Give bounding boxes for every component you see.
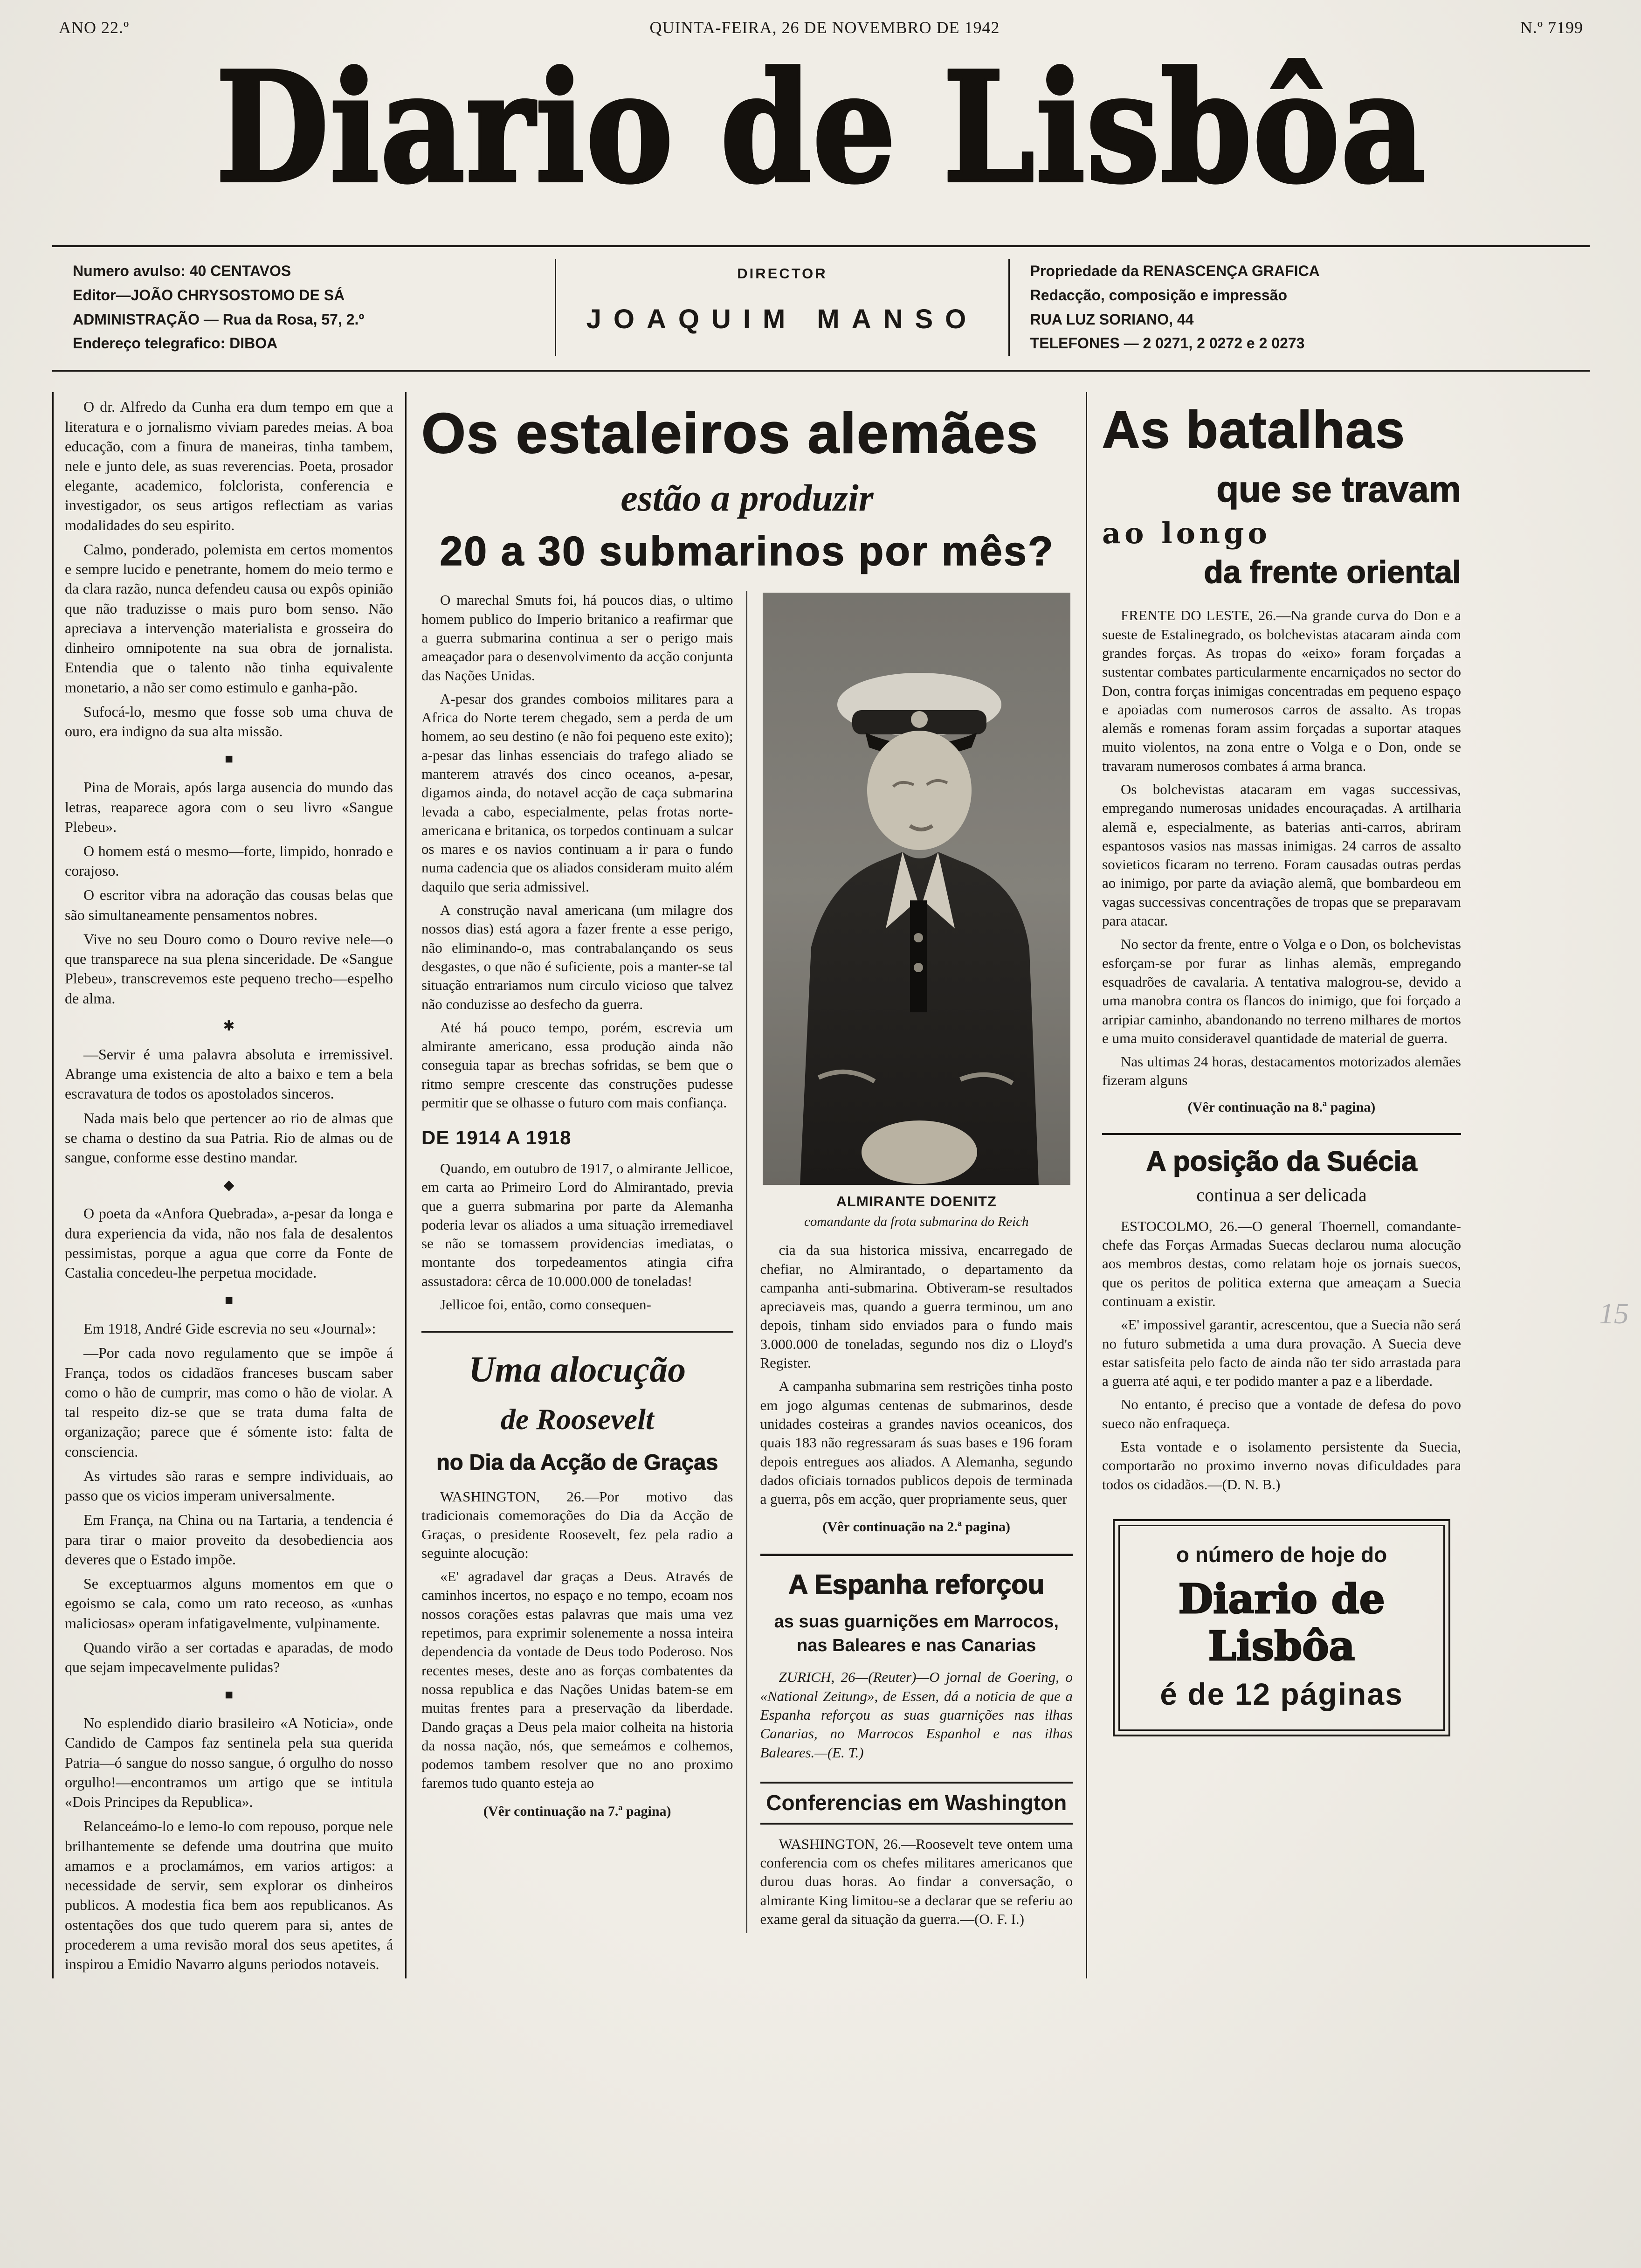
espanha-article — [760, 1554, 1073, 1762]
batalhas-article-text — [1102, 606, 1461, 1090]
pages-promo-box — [1113, 1519, 1450, 1736]
batalhas-headline-3: ao longo — [1102, 516, 1271, 551]
paragraph: O escritor vibra na adoração das cousas belas que são simultaneamente pensamentos nobres. — [65, 886, 393, 923]
lead-story — [407, 392, 1087, 1978]
continuation-note: (Vêr continuação na 7.ª pagina) — [483, 1803, 671, 1819]
pencil-annotation: 15 — [1599, 1297, 1629, 1330]
paragraph: Quando virão a ser cortadas e aparadas, de modo que sejam impecavelmente pulidas? — [65, 1639, 393, 1675]
section-divider-square-icon: ■ — [224, 1293, 234, 1308]
paragraph: «E' impossivel garantir, acrescentou, que a Suecia não será no futuro submetida a uma dura provação. A Suecia deve estar satisfeita pelo facto de ainda não ter sido arrastada para a guerra até aqui, e ter podido manter a paz e a liberdade. — [1102, 1316, 1461, 1390]
roosevelt-headline-1: Uma alocução — [469, 1349, 686, 1390]
batalhas-headline-2: que se travam — [1216, 469, 1461, 510]
paragraph: A-pesar dos grandes comboios militares para a Africa do Norte terem chegado, sem a perda de um homem, ao seu destino (e não foi pequeno este exito); a-pesar das linhas essenciais do trafego aliado se manterem através dos cinco oceanos, a-pesar, digamos ainda, do notavel acção de caça submarina levada a cabo, especialmente, pelas frotas norte-americana e britanica, os torpedos continuam a sulcar os mares e os navios continuam a ir para o fundo numa cadencia que os aliados consideram muito além daquilo que seria admissivel. — [421, 690, 733, 895]
paragraph: Vive no seu Douro como o Douro revive nele—o que transparece na sua plena sinceridade. De «Sangue Plebeu», transcrevemos este pequeno trecho—espelho de alma. — [65, 930, 393, 1007]
paragraph: As virtudes são raras e sempre individuais, ao passo que os vicios imperam universalmente. — [65, 1467, 393, 1504]
paragraph: Pina de Morais, após larga ausencia do mundo das letras, reaparece agora com o seu livro «Sangue Plebeu». — [65, 779, 393, 835]
paragraph: —Servir é uma palavra absoluta e irremissivel. Abrange uma existencia de alto a baixo e tem a bela escravatura de todos os apostolados sinceros. — [65, 1045, 393, 1102]
paragraph: ZURICH, 26—(Reuter)—O jornal de Goering, o «National Zeitung», de Essen, dá a noticia de que a Espanha reforçou as suas guarnições nas ilhas Canarias, no Marrocos Espanhol e nas ilhas Baleares.—(E. T.) — [760, 1669, 1073, 1761]
espanha-subheadline: as suas guarnições em Marrocos, nas Baleares e nas Canarias — [774, 1611, 1059, 1656]
edition-number: N.º 7199 — [1520, 18, 1583, 37]
lead-subheadline-italic: estão a produzir — [621, 477, 874, 519]
suecia-article — [1102, 1133, 1461, 1494]
printing-line: Redacção, composição e impressão — [1030, 286, 1288, 304]
editor-line: Editor—JOÃO CHRYSOSTOMO DE SÁ — [73, 286, 345, 304]
paragraph: O dr. Alfredo da Cunha era dum tempo em que a literatura e o jornalismo viviam paredes meias. A boa educação, com a finura de maneiras, tinha tambem, nele e junto dele, as suas reverencias. Poeta, prosador elegante, academico, folclorista, conferencia e investigador, os seus artigos reflectiam as varias modalidades do seu espirito. — [65, 398, 393, 533]
paragraph: Nada mais belo que pertencer ao rio de almas que se chama o destino da sua Patria. Rio de almas ou de sangue, conforme esse destino mandar. — [65, 1109, 393, 1166]
masthead-title: Diario de Lisbôa — [215, 39, 1427, 217]
section-divider-square-icon: ■ — [224, 751, 234, 767]
batalhas-headline-1: As batalhas — [1102, 401, 1406, 459]
editorial-section — [65, 1466, 393, 1677]
paragraph: FRENTE DO LESTE, 26.—Na grande curva do Don e a sueste de Estalinegrado, os bolchevistas atacaram ainda com grandes forças. As tropas do «eixo» foram forçadas a sustentar combates particularmente encarniçados no sector do Don, contra forças inimigas concentradas em pequeno espaço e apoiadas com numerosos carros de assalto. As tropas alemãs e romenas foram assim forçadas a suportar ataques muito violentos, na zona entre o Volga e o Don, onde se travaram numerosos combates á arma branca. — [1102, 607, 1461, 774]
infobar — [52, 245, 1590, 372]
paragraph: cia da sua historica missiva, encarregado de chefiar, no Almirantado, o departamento da campanha anti-submarina. Obtiveram-se resultados apreciaveis mas, quando a guerra terminou, um ano depois, tinham sido enviados para o fundo mais 3.000.000 de toneladas, segundo nos diz o Lloyd's Register. — [760, 1242, 1073, 1371]
lead-subheadline: 20 a 30 submarinos por mês? — [440, 528, 1055, 574]
section-divider-square-icon: ■ — [224, 1687, 234, 1703]
roosevelt-article — [421, 1331, 733, 1820]
paragraph: Quando, em outubro de 1917, o almirante Jellicoe, em carta ao Primeiro Lord do Almirantado, previa que a guerra submarina por parte da Alemanha poderia levar os aliados a uma situação irremediavel se não se tomassem providencias imediatas, o montante dos torpedeamentos atingia cifra assustadora: cêrca de 10.000.000 de toneladas! — [421, 1160, 733, 1289]
espanha-article-text — [760, 1668, 1073, 1762]
paragraph: Esta vontade e o isolamento persistente da Suecia, comportarão no proximo inverno novas dificuldades para todos os cidadãos.—(D. N. B.) — [1102, 1438, 1461, 1493]
paragraph: WASHINGTON, 26.—Roosevelt teve ontem uma conferencia com os chefes militares americanos que durou duas horas. Ao findar a conversação, o almirante King limitou-se a declarar que se referiu ao exame geral da situação da guerra.—(O. F. I.) — [760, 1835, 1073, 1927]
photo-caption-subtitle: comandante da frota submarina do Reich — [804, 1214, 1029, 1229]
lead-column-left — [421, 591, 747, 1933]
editorial-section — [65, 1319, 393, 1461]
washington-article-text — [760, 1835, 1073, 1929]
continuation-note: (Vêr continuação na 2.ª pagina) — [822, 1519, 1011, 1535]
paragraph: Sufocá-lo, mesmo que fosse sob uma chuva de ouro, era indigno da sua alta missão. — [65, 703, 393, 740]
eastern-front-column — [1087, 392, 1465, 1978]
paragraph: Em França, na China ou na Tartaria, a tendencia é para tirar o maior proveito da desobediencia aos deveres que o Estado impõe. — [65, 1511, 393, 1568]
paragraph: O homem está o mesmo—forte, limpido, honrado e corajoso. — [65, 843, 393, 879]
paragraph: Os bolchevistas atacaram em vagas successivas, empregando numerosas unidades encouraçadas. A artilharia alemã e, especialmente, as baterias anti-carros, abriram espantosos vasios nas massas inimigas. 24 carros de assalto sovieticos ficaram no terreno. Foram causadas outras perdas ao inimigo, por parte da aviação alemã, que bombardeou em vagas successivas concentrações de tropas que se preparavam para atacar. — [1102, 781, 1461, 929]
lead-story-body — [421, 591, 1073, 1933]
continuation-note: (Vêr continuação na 8.ª pagina) — [1187, 1099, 1376, 1115]
paragraph: O marechal Smuts foi, há poucos dias, o ultimo homem publico do Imperio britanico a reafirmar que a guerra submarina continua a ser o perigo mais ameaçador para o desenvolvimento da acção conjunta das Nações Unidas. — [421, 592, 733, 684]
photo-caption-title: ALMIRANTE DOENITZ — [836, 1193, 997, 1210]
paragraph: Relanceámo-lo e lemo-lo com repouso, porque nele brilhantemente se defende uma doutrina que muito amamos e a proclamámos, em varios artigos: a necessidade de servir, sem explorar os dinheiros publicos. A modestia fica bem aos republicanos. As ostentações dos que tudo querem para si, antes de procederem a uma revisão moral dos seus apetites, á inspirou a Emidio Navarro alguns periodos notaveis. — [65, 1818, 393, 1973]
director-name: JOAQUIM MANSO — [586, 304, 979, 335]
promo-line-3: é de 12 páginas — [1160, 1676, 1403, 1711]
pages-promo-inner — [1118, 1525, 1445, 1731]
roosevelt-headline-2: de Roosevelt — [500, 1402, 654, 1436]
paragraph: A campanha submarina sem restrições tinha posto em jogo algumas centenas de submarinos, desde unidades costeiras a grandes navios oceanicos, dos quais 183 não regressaram ás suas bases e 196 foram depois entregues aos aliados. A Alemanha, segundo dados oficiais tornados publicos depois de terminada a guerra, pôs em acção, quer propriamente seus, quer — [760, 1378, 1073, 1507]
administration-line: ADMINISTRAÇÃO — Rua da Rosa, 57, 2.º — [73, 311, 365, 328]
paragraph: ESTOCOLMO, 26.—O general Thoernell, comandante-chefe das Forças Armadas Suecas declarou numa alocução aos membros destas, como relatam hoje os jornais suecos, que os peritos de politica externa que ameaçam a Suecia continuam a existir. — [1102, 1217, 1461, 1309]
ownership-line: Propriedade da RENASCENÇA GRAFICA — [1030, 263, 1320, 279]
promo-line-1: o número de hoje do — [1176, 1542, 1387, 1567]
lead-headline: Os estaleiros alemães — [421, 401, 1039, 465]
paragraph: —Por cada novo regulamento que se impõe á França, todos os cidadãos franceses buscam saber como o hão de cumprir, mas como o hão de violar. A tal respeito diz-se que se trata duma falta de organização; parece que é sómente isto: falta de consciencia. — [65, 1344, 393, 1460]
paragraph: «E' agradavel dar graças a Deus. Através de caminhos incertos, no espaço e no tempo, ecoam nos nossos corações estas palavras que mais uma vez repetimos, para exprimir solenemente a nossa inteira dependencia da vontade de Deus todo Poderoso. Nos recentes meses, deste ano as forças combatentes da nossa republica e das Nações Unidas batem-se em muitas frentes para a preservação da liberdade. Dando graças a Deus pela maior colheita na historia da nossa nação, nós, que semeámos e colhemos, podemos tambem resolver que no ano proximo faremos tudo quanto esteja ao — [421, 1568, 733, 1791]
washington-article — [760, 1782, 1073, 1929]
lead-article-text — [421, 1159, 733, 1314]
suecia-subheadline: continua a ser delicada — [1196, 1184, 1367, 1205]
editorial-section — [65, 397, 393, 741]
paragraph: No sector da frente, entre o Volga e o Don, os bolchevistas esforçam-se por furar as linhas alemãs, empregando esquadrões de cavalaria. A tentativa malogrou-se, devido a uma manobra contra os flancos do inimigo, que foi forçado a arripiar caminho, abandonando no terreno milhares de mortos e uma muito consideravel quantidade de material de guerra. — [1102, 936, 1461, 1046]
editorial-section — [65, 1044, 393, 1167]
infobar-right — [1008, 259, 1590, 356]
paragraph: Se exceptuarmos alguns momentos em que o egoismo se cala, como um rato receoso, as «unhas maliciosas» operam infatigavelmente, vulpinamente. — [65, 1575, 393, 1632]
paragraph: A construção naval americana (um milagre dos nossos dias) está agora a fazer frente a esse perigo, não eliminando-o, mas contrabalançando os seus desgastes, o que não é suficiente, pois a manter-se tal situação entrariamos num circulo vicioso que talvez não conduzisse ao desfecho da guerra. — [421, 902, 733, 1012]
editorial-section — [65, 1713, 393, 1974]
editorial-section — [65, 777, 393, 1008]
section-divider-flower-icon: ✱ — [223, 1018, 235, 1034]
lead-article-text-continued — [760, 1241, 1073, 1508]
price-line: Numero avulso: 40 CENTAVOS — [73, 263, 291, 279]
main-content — [52, 392, 1590, 1978]
section-divider-diamond-icon: ◆ — [223, 1177, 234, 1193]
section-heading: DE 1914 A 1918 — [421, 1127, 572, 1149]
editorial-section — [65, 1203, 393, 1282]
lead-article-text — [421, 591, 733, 1112]
paragraph: Até há pouco tempo, porém, escrevia um almirante americano, essa produção ainda não conseguia tapar as brechas sofridas, se bem que o ritmo sempre crescente das construções pudesse permitir que se olhasse o futuro com mais confiança. — [421, 1019, 733, 1111]
paragraph: WASHINGTON, 26.—Por motivo das tradicionais comemorações do Dia da Acção de Graças, o presidente Roosevelt, fez pela radio a seguinte alocução: — [421, 1488, 733, 1561]
espanha-headline: A Espanha reforçou — [788, 1570, 1045, 1600]
washington-headline: Conferencias em Washington — [760, 1782, 1073, 1825]
roosevelt-article-text — [421, 1487, 733, 1793]
paragraph: No entanto, é preciso que a vontade de defesa do povo sueco não enfraqueça. — [1102, 1396, 1461, 1431]
paragraph: O poeta da «Anfora Quebrada», a-pesar da longa e dura experiencia da vida, não nos fala de desalentos pessimistas, porque a agua que corre da Fonte de Castalia concedeu-lhe perpetua mocidade. — [65, 1205, 393, 1281]
editorial-column — [52, 392, 407, 1978]
edition-date: QUINTA-FEIRA, 26 DE NOVEMBRO DE 1942 — [649, 18, 1000, 37]
suecia-article-text — [1102, 1217, 1461, 1494]
batalhas-headline-4: da frente oriental — [1204, 554, 1461, 590]
paragraph: Nas ultimas 24 horas, destacamentos motorizados alemães fizeram alguns — [1102, 1053, 1461, 1089]
infobar-center — [555, 259, 1008, 356]
telegraph-line: Endereço telegrafico: DIBOA — [73, 335, 278, 352]
edition-year: ANO 22.º — [59, 18, 130, 37]
lead-column-right — [747, 591, 1073, 1933]
address-line: RUA LUZ SORIANO, 44 — [1030, 311, 1194, 328]
paragraph: No esplendido diario brasileiro «A Noticia», onde Candido de Campos faz sentinela pela sua querida Patria—ó sangue do nosso sangue, ó orgulho do nosso orgulho!—encontramos um artigo que se intitula «Dois Principes da Republica». — [65, 1715, 393, 1811]
doenitz-photo — [763, 593, 1070, 1185]
suecia-headline: A posição da Suécia — [1146, 1145, 1417, 1177]
paragraph: Em 1918, André Gide escrevia no seu «Journal»: — [83, 1320, 376, 1337]
roosevelt-headline-3: no Dia da Acção de Graças — [436, 1449, 718, 1474]
director-label: DIRECTOR — [737, 265, 827, 282]
telephones-line: TELEFONES — 2 0271, 2 0272 e 2 0273 — [1030, 335, 1305, 352]
paragraph: Jellicoe foi, então, como consequen- — [440, 1296, 651, 1313]
promo-masthead: Diario de Lisbôa — [1178, 1575, 1385, 1670]
paragraph: Calmo, ponderado, polemista em certos momentos e sempre lucido e penetrante, homem do meio termo e da clara razão, nunca defendeu causa ou expôs opinião que não traduzisse o mais puro bom senso. Não apreciava a intervenção materialista e grosseira do dinheiro omnipotente na sua obra de jornalista. Entendia que o talento não tinha equivalente monetario, a não ser como estimulo e ganha-pão. — [65, 540, 393, 696]
infobar-left — [52, 259, 555, 356]
